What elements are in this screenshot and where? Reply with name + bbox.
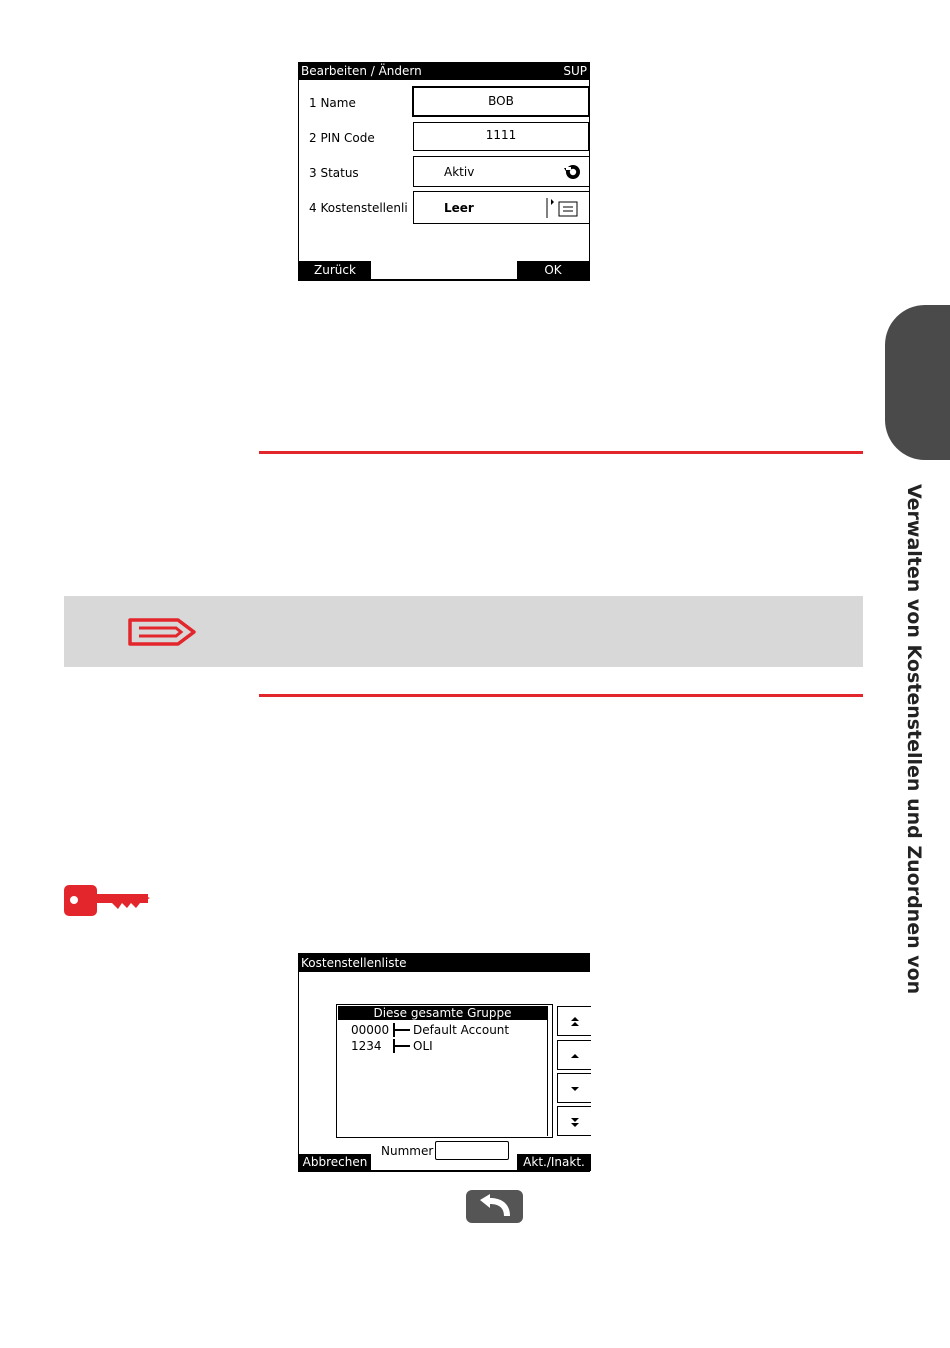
account-code: 00000 [351,1023,390,1037]
page-bottom-icon [570,1116,580,1128]
page-top-icon [570,1016,580,1028]
number-input[interactable] [435,1141,509,1160]
list-item-whole-group[interactable] [338,1006,547,1020]
list-item[interactable] [351,1023,541,1037]
note-tag-icon [126,616,200,652]
name-label: 1 Name [309,96,356,110]
key-icon [64,884,150,922]
toggle-active-button-label: Akt./Inakt. [523,1155,585,1169]
list-picker-icon [545,196,587,223]
softkey-divider [371,1170,517,1171]
account-name: Default Account [413,1023,510,1037]
toggle-active-button[interactable] [517,1154,591,1171]
back-key-icon [466,1190,523,1227]
account-name: OLI [413,1039,433,1053]
note-box [64,596,863,667]
pin-label: 2 PIN Code [309,131,375,145]
status-value: Aktiv [444,165,475,179]
whole-group-label: Diese gesamte Gruppe [373,1006,512,1020]
number-label: Nummer [381,1144,434,1158]
page-up-icon [570,1052,580,1060]
list-item[interactable] [351,1039,541,1053]
back-button-label: Zurück [314,263,356,277]
page-down-icon [570,1085,580,1093]
screen-title: Bearbeiten / Ändern [301,64,422,78]
section-divider-bottom [259,694,863,697]
account-list-value: Leer [444,201,474,215]
back-button[interactable] [299,261,371,280]
account-list-field[interactable] [413,191,590,224]
account-list-screen [298,953,590,1172]
edit-user-screen [298,62,590,281]
status-field[interactable] [413,156,590,187]
account-code: 1234 [351,1039,382,1053]
softkey-divider [371,279,517,280]
account-list-label: 4 Kostenstellenli [309,201,408,215]
screen-title-bar [299,954,590,972]
tree-branch-icon [393,1039,411,1056]
cycle-icon [563,163,583,184]
pin-value: 1111 [485,128,517,142]
tree-branch-icon [393,1023,411,1040]
ok-button[interactable] [517,261,589,280]
pin-field[interactable] [413,122,589,151]
chapter-side-title: Verwalten von Kostenstellen und Zuordnen von [903,484,925,995]
chapter-tab [885,305,950,460]
page-up-button[interactable] [557,1040,591,1070]
page-bottom-button[interactable] [557,1106,591,1136]
account-list[interactable] [336,1004,553,1138]
status-label: 3 Status [309,166,359,180]
screen-title: Kostenstellenliste [301,956,407,970]
section-divider-top [259,451,863,454]
screen-title-bar [299,63,589,80]
page-down-button[interactable] [557,1073,591,1103]
name-field[interactable] [412,86,590,117]
cancel-button-label: Abbrechen [302,1155,368,1169]
ok-button-label: OK [544,263,562,277]
list-scrollbar[interactable] [547,1006,551,1136]
user-mode-label: SUP [563,64,587,78]
cancel-button[interactable] [299,1154,371,1171]
name-value: BOB [488,94,514,108]
page-top-button[interactable] [557,1006,591,1036]
